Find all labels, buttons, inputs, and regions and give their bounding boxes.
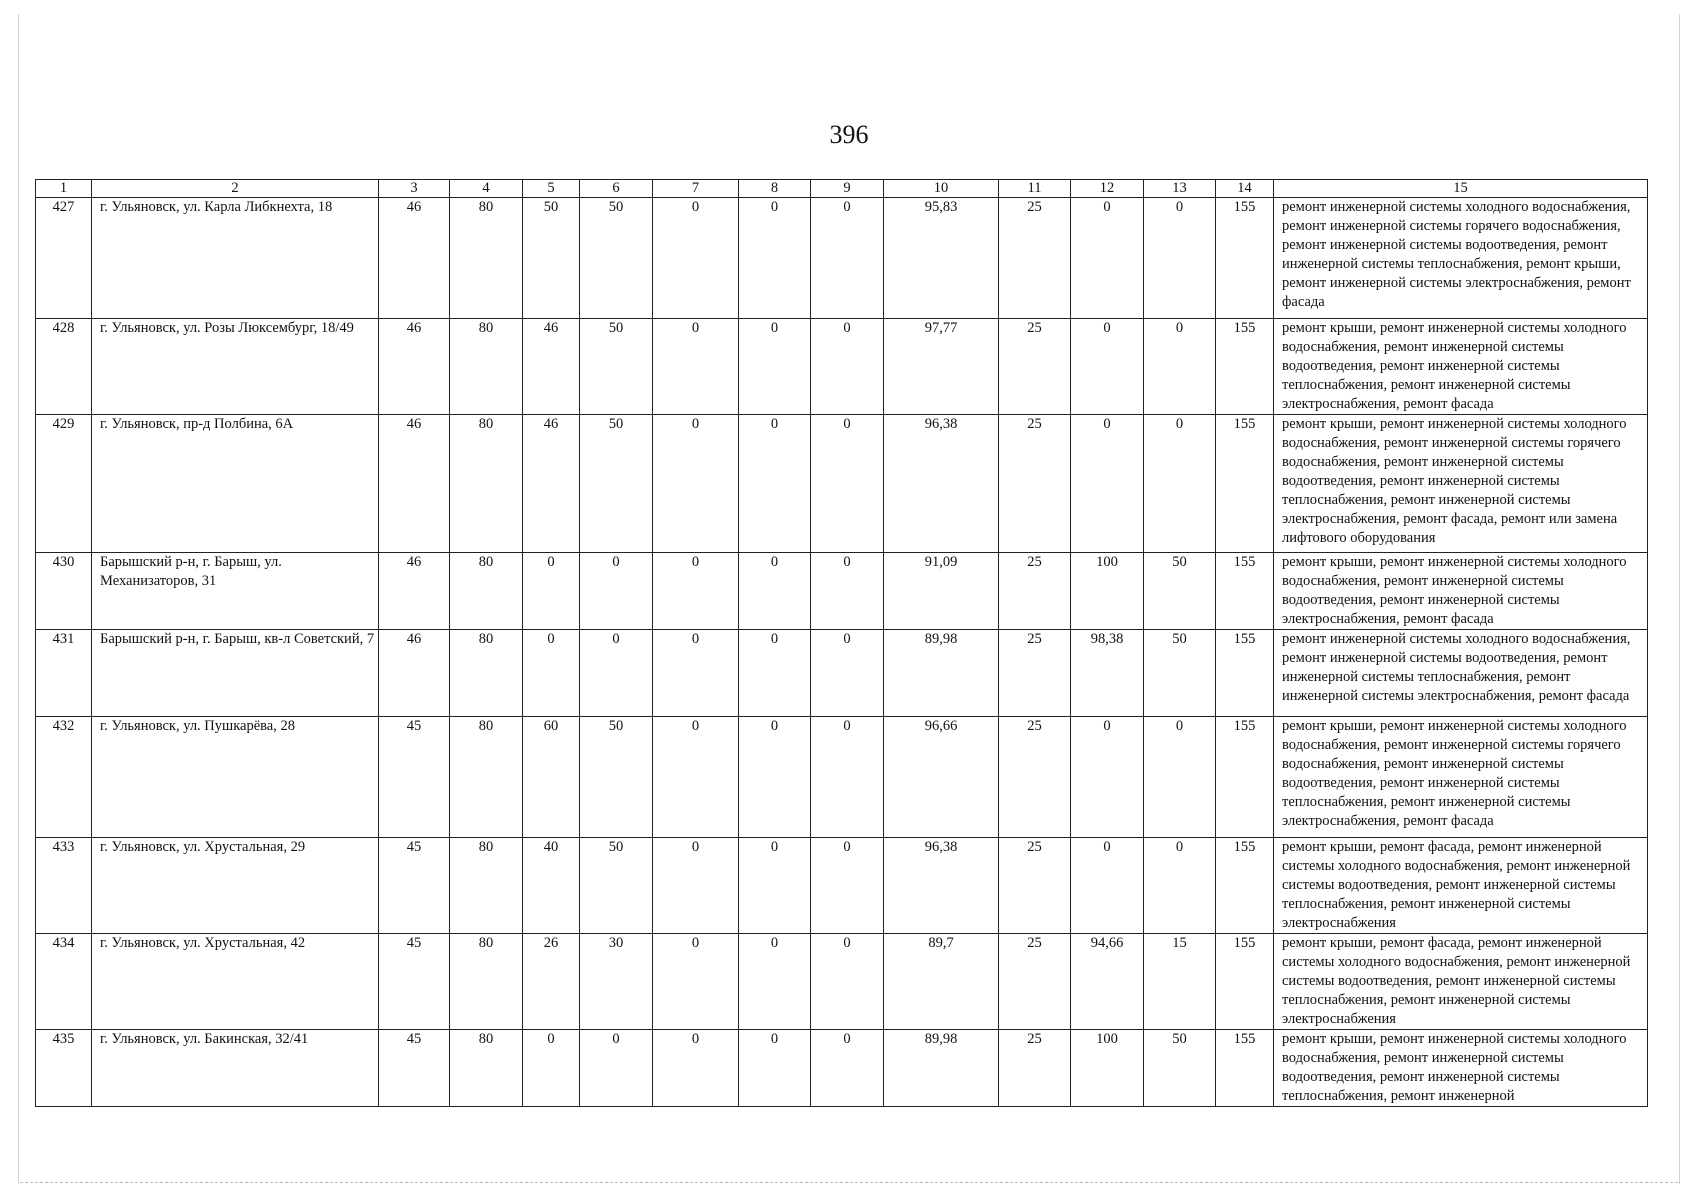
- col13-cell: 0: [1144, 838, 1216, 934]
- col12-cell: 0: [1071, 198, 1144, 319]
- col6-cell: 0: [580, 630, 653, 717]
- col10-cell: 89,98: [884, 1030, 999, 1107]
- col11-cell: 25: [999, 415, 1071, 553]
- col10-cell: 97,77: [884, 319, 999, 415]
- col7-cell: 0: [653, 319, 739, 415]
- address-cell: г. Ульяновск, ул. Бакинская, 32/41: [92, 1030, 379, 1107]
- column-header-13: 13: [1144, 180, 1216, 198]
- col4-cell: 80: [450, 198, 523, 319]
- col5-cell: 50: [523, 198, 580, 319]
- col10-cell: 91,09: [884, 553, 999, 630]
- column-header-10: 10: [884, 180, 999, 198]
- col13-cell: 0: [1144, 198, 1216, 319]
- col13-cell: 0: [1144, 319, 1216, 415]
- col5-cell: 60: [523, 717, 580, 838]
- works-cell: ремонт крыши, ремонт инженерной системы холодного водоснабжения, ремонт инженерной системы горячего водоснабжения, ремонт инженерной системы водоотведения, ремонт инженерной системы теплоснабжения, ремонт инженерной системы электроснабжения, ремонт фасада, ремонт или замена лифтового оборудования: [1274, 415, 1648, 553]
- works-cell: ремонт инженерной системы холодного водоснабжения, ремонт инженерной системы горячего водоснабжения, ремонт инженерной системы водоотведения, ремонт инженерной системы теплоснабжения, ремонт крыши, ремонт инженерной системы электроснабжения, ремонт фасада: [1274, 198, 1648, 319]
- col5-cell: 26: [523, 934, 580, 1030]
- col6-cell: 50: [580, 838, 653, 934]
- col4-cell: 80: [450, 415, 523, 553]
- col3-cell: 45: [379, 934, 450, 1030]
- col6-cell: 50: [580, 717, 653, 838]
- works-cell: ремонт крыши, ремонт инженерной системы холодного водоснабжения, ремонт инженерной системы водоотведения, ремонт инженерной системы теплоснабжения, ремонт инженерной системы электроснабжения, ремонт фасада: [1274, 319, 1648, 415]
- row-number: 432: [36, 717, 92, 838]
- column-header-2: 2: [92, 180, 379, 198]
- col10-cell: 96,38: [884, 838, 999, 934]
- address-cell: г. Ульяновск, пр-д Полбина, 6А: [92, 415, 379, 553]
- col6-cell: 50: [580, 415, 653, 553]
- col4-cell: 80: [450, 1030, 523, 1107]
- address-cell: г. Ульяновск, ул. Хрустальная, 29: [92, 838, 379, 934]
- col14-cell: 155: [1216, 717, 1274, 838]
- col8-cell: 0: [739, 717, 811, 838]
- col4-cell: 80: [450, 717, 523, 838]
- table-row: [36, 630, 1648, 717]
- col3-cell: 45: [379, 717, 450, 838]
- column-header-12: 12: [1071, 180, 1144, 198]
- col10-cell: 96,38: [884, 415, 999, 553]
- row-number: 427: [36, 198, 92, 319]
- address-cell: г. Ульяновск, ул. Пушкарёва, 28: [92, 717, 379, 838]
- table-row: [36, 415, 1648, 553]
- col14-cell: 155: [1216, 1030, 1274, 1107]
- column-header-4: 4: [450, 180, 523, 198]
- col13-cell: 50: [1144, 630, 1216, 717]
- col6-cell: 50: [580, 319, 653, 415]
- col12-cell: 0: [1071, 717, 1144, 838]
- col13-cell: 50: [1144, 1030, 1216, 1107]
- col8-cell: 0: [739, 319, 811, 415]
- col5-cell: 0: [523, 553, 580, 630]
- column-header-7: 7: [653, 180, 739, 198]
- col8-cell: 0: [739, 934, 811, 1030]
- col7-cell: 0: [653, 415, 739, 553]
- col12-cell: 0: [1071, 415, 1144, 553]
- col14-cell: 155: [1216, 198, 1274, 319]
- col3-cell: 46: [379, 553, 450, 630]
- col7-cell: 0: [653, 630, 739, 717]
- col3-cell: 46: [379, 198, 450, 319]
- col6-cell: 50: [580, 198, 653, 319]
- col11-cell: 25: [999, 934, 1071, 1030]
- col4-cell: 80: [450, 553, 523, 630]
- col3-cell: 46: [379, 415, 450, 553]
- row-number: 434: [36, 934, 92, 1030]
- col9-cell: 0: [811, 198, 884, 319]
- address-cell: г. Ульяновск, ул. Хрустальная, 42: [92, 934, 379, 1030]
- col3-cell: 45: [379, 838, 450, 934]
- col4-cell: 80: [450, 934, 523, 1030]
- col7-cell: 0: [653, 553, 739, 630]
- col5-cell: 0: [523, 1030, 580, 1107]
- col9-cell: 0: [811, 717, 884, 838]
- column-header-8: 8: [739, 180, 811, 198]
- col8-cell: 0: [739, 415, 811, 553]
- row-number: 428: [36, 319, 92, 415]
- column-header-11: 11: [999, 180, 1071, 198]
- table-row: [36, 934, 1648, 1030]
- table-row: [36, 553, 1648, 630]
- col4-cell: 80: [450, 630, 523, 717]
- col5-cell: 46: [523, 319, 580, 415]
- address-cell: г. Ульяновск, ул. Розы Люксембург, 18/49: [92, 319, 379, 415]
- col10-cell: 89,7: [884, 934, 999, 1030]
- col8-cell: 0: [739, 630, 811, 717]
- column-header-3: 3: [379, 180, 450, 198]
- col13-cell: 50: [1144, 553, 1216, 630]
- col4-cell: 80: [450, 838, 523, 934]
- col7-cell: 0: [653, 838, 739, 934]
- col10-cell: 95,83: [884, 198, 999, 319]
- col12-cell: 100: [1071, 553, 1144, 630]
- col3-cell: 46: [379, 630, 450, 717]
- table-body: [36, 198, 1648, 1107]
- col9-cell: 0: [811, 838, 884, 934]
- address-cell: Барышский р-н, г. Барыш, кв-л Советский, 7: [92, 630, 379, 717]
- works-cell: ремонт крыши, ремонт фасада, ремонт инженерной системы холодного водоснабжения, ремонт инженерной системы водоотведения, ремонт инженерной системы теплоснабжения, ремонт инженерной системы электроснабжения: [1274, 934, 1648, 1030]
- works-cell: ремонт крыши, ремонт инженерной системы холодного водоснабжения, ремонт инженерной системы водоотведения, ремонт инженерной системы теплоснабжения, ремонт инженерной: [1274, 1030, 1648, 1107]
- address-cell: Барышский р-н, г. Барыш, ул. Механизаторов, 31: [92, 553, 379, 630]
- col11-cell: 25: [999, 198, 1071, 319]
- col11-cell: 25: [999, 319, 1071, 415]
- table-row: [36, 838, 1648, 934]
- column-header-15: 15: [1274, 180, 1648, 198]
- col3-cell: 46: [379, 319, 450, 415]
- col11-cell: 25: [999, 630, 1071, 717]
- col9-cell: 0: [811, 415, 884, 553]
- col10-cell: 89,98: [884, 630, 999, 717]
- col14-cell: 155: [1216, 415, 1274, 553]
- col5-cell: 0: [523, 630, 580, 717]
- col6-cell: 0: [580, 553, 653, 630]
- col8-cell: 0: [739, 553, 811, 630]
- works-cell: ремонт крыши, ремонт инженерной системы холодного водоснабжения, ремонт инженерной системы горячего водоснабжения, ремонт инженерной системы водоотведения, ремонт инженерной системы теплоснабжения, ремонт инженерной системы электроснабжения, ремонт фасада: [1274, 717, 1648, 838]
- col13-cell: 15: [1144, 934, 1216, 1030]
- col14-cell: 155: [1216, 630, 1274, 717]
- col7-cell: 0: [653, 198, 739, 319]
- table-row: [36, 319, 1648, 415]
- row-number: 429: [36, 415, 92, 553]
- page-bottom-edge: [20, 1182, 1678, 1183]
- col13-cell: 0: [1144, 415, 1216, 553]
- row-number: 430: [36, 553, 92, 630]
- col7-cell: 0: [653, 1030, 739, 1107]
- col14-cell: 155: [1216, 319, 1274, 415]
- col8-cell: 0: [739, 198, 811, 319]
- col12-cell: 0: [1071, 319, 1144, 415]
- col9-cell: 0: [811, 934, 884, 1030]
- col8-cell: 0: [739, 838, 811, 934]
- works-cell: ремонт крыши, ремонт фасада, ремонт инженерной системы холодного водоснабжения, ремонт инженерной системы водоотведения, ремонт инженерной системы теплоснабжения, ремонт инженерной системы электроснабжения: [1274, 838, 1648, 934]
- address-cell: г. Ульяновск, ул. Карла Либкнехта, 18: [92, 198, 379, 319]
- row-number: 431: [36, 630, 92, 717]
- column-header-1: 1: [36, 180, 92, 198]
- col12-cell: 94,66: [1071, 934, 1144, 1030]
- col11-cell: 25: [999, 717, 1071, 838]
- col5-cell: 46: [523, 415, 580, 553]
- col9-cell: 0: [811, 630, 884, 717]
- register-table: [35, 179, 1648, 1107]
- col14-cell: 155: [1216, 934, 1274, 1030]
- col12-cell: 0: [1071, 838, 1144, 934]
- col5-cell: 40: [523, 838, 580, 934]
- column-header-5: 5: [523, 180, 580, 198]
- col12-cell: 98,38: [1071, 630, 1144, 717]
- row-number: 435: [36, 1030, 92, 1107]
- table-row: [36, 717, 1648, 838]
- col11-cell: 25: [999, 1030, 1071, 1107]
- col11-cell: 25: [999, 553, 1071, 630]
- col3-cell: 45: [379, 1030, 450, 1107]
- column-header-9: 9: [811, 180, 884, 198]
- col12-cell: 100: [1071, 1030, 1144, 1107]
- col9-cell: 0: [811, 1030, 884, 1107]
- col8-cell: 0: [739, 1030, 811, 1107]
- table-row: [36, 1030, 1648, 1107]
- col9-cell: 0: [811, 319, 884, 415]
- col9-cell: 0: [811, 553, 884, 630]
- col4-cell: 80: [450, 319, 523, 415]
- column-header-14: 14: [1216, 180, 1274, 198]
- col7-cell: 0: [653, 934, 739, 1030]
- works-cell: ремонт инженерной системы холодного водоснабжения, ремонт инженерной системы водоотведения, ремонт инженерной системы теплоснабжения, ремонт инженерной системы электроснабжения, ремонт фасада: [1274, 630, 1648, 717]
- col10-cell: 96,66: [884, 717, 999, 838]
- col7-cell: 0: [653, 717, 739, 838]
- col14-cell: 155: [1216, 838, 1274, 934]
- row-number: 433: [36, 838, 92, 934]
- col6-cell: 0: [580, 1030, 653, 1107]
- col11-cell: 25: [999, 838, 1071, 934]
- column-header-6: 6: [580, 180, 653, 198]
- column-number-row: [36, 180, 1648, 198]
- works-cell: ремонт крыши, ремонт инженерной системы холодного водоснабжения, ремонт инженерной системы водоотведения, ремонт инженерной системы электроснабжения, ремонт фасада: [1274, 553, 1648, 630]
- col14-cell: 155: [1216, 553, 1274, 630]
- page-number: 396: [829, 120, 869, 149]
- table-row: [36, 198, 1648, 319]
- col6-cell: 30: [580, 934, 653, 1030]
- col13-cell: 0: [1144, 717, 1216, 838]
